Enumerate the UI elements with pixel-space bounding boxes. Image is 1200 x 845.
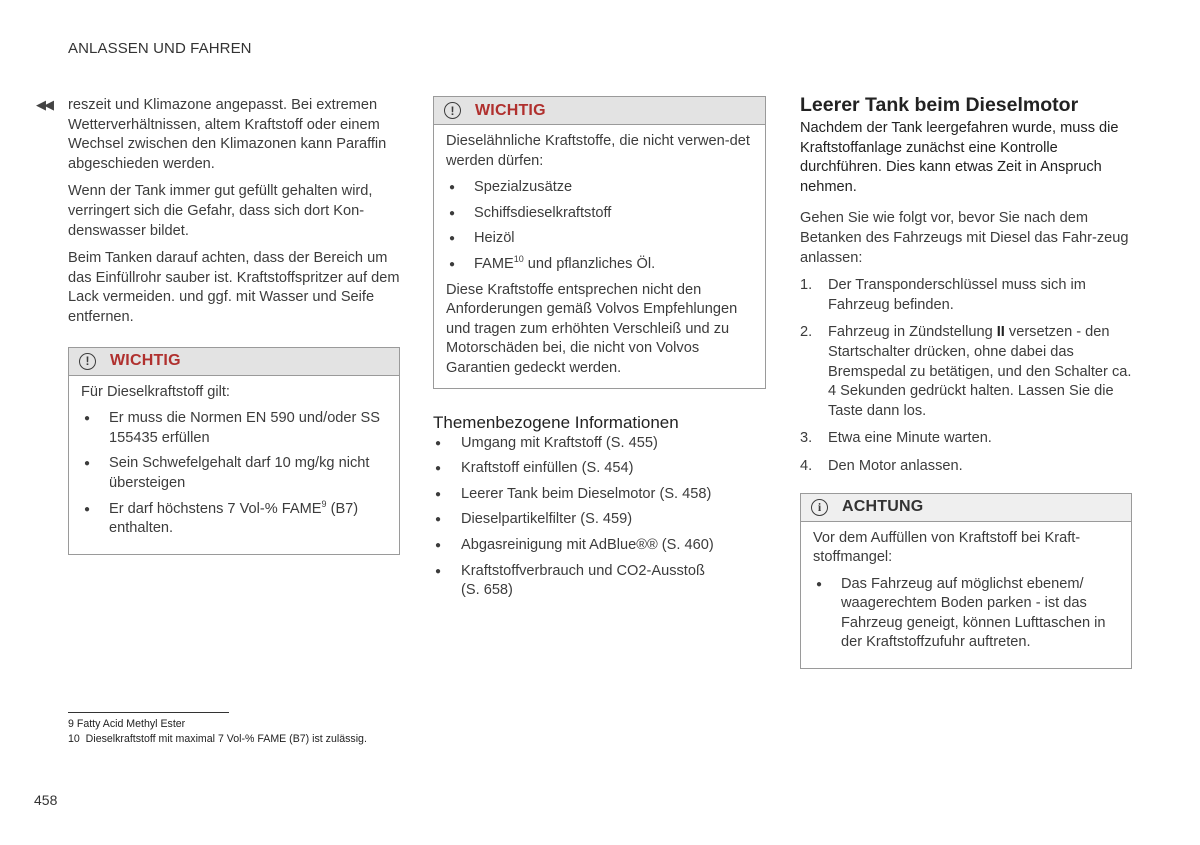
related-links-list [433, 434, 767, 601]
warning-title: WICHTIG [475, 101, 546, 119]
continued-icon: ◀◀ [36, 97, 52, 112]
lead-paragraph: Nachdem der Tank leergefahren wurde, muss die Kraftstoffanlage zunächst eine Kontrolle durchführen. Dies kann etwas Zeit in Anspruch nehmen. [800, 120, 1119, 195]
steps-list [800, 276, 1134, 476]
info-icon: i [811, 499, 828, 516]
exclamation-icon: ! [79, 353, 96, 370]
list-item: ● Sein Schwefelgehalt darf 10 mg/kg nicht übersteigen [81, 454, 388, 493]
exclamation-icon: ! [444, 102, 461, 119]
list-item: ● Das Fahrzeug auf möglichst ebenem/ waagerechtem Boden parken - ist das Fahrzeug geneigt, können Lufttaschen in der Kraftstoffzufuhr auftreten. [813, 575, 1120, 653]
warning-outro: Diese Kraftstoffe entsprechen nicht den Anforderungen gemäß Volvos Empfehlungen und tragen zum erhöhten Verschleiß und zu Motorschäden bei, die nicht von Volvos Garantien gedeckt werden. [446, 281, 738, 376]
left-column [68, 96, 402, 555]
page-number: 458 [34, 792, 58, 808]
paragraph: Beim Tanken darauf achten, dass der Bereich um das Einfüllrohr sauber ist. Kraftstoffspritzer auf dem Lack vermeiden. und ggf. mit Wasser und Seife entfernen. [68, 250, 400, 325]
footnote-separator [68, 712, 229, 713]
warning-box-header [69, 348, 399, 376]
related-link[interactable]: ● Kraftstoffverbrauch und CO2-Ausstoß (S. 658) [433, 562, 721, 601]
related-info-heading: Themenbezogene Informationen [433, 412, 679, 432]
list-item: ● Spezialzusätze [446, 178, 754, 198]
list-item: ● Er darf höchstens 7 Vol-% FAME$^9$ (B7) enthalten. [81, 500, 388, 539]
related-link[interactable]: ● Abgasreinigung mit AdBlue®® (S. 460) [433, 536, 767, 556]
footnote-ref: 9 [321, 498, 327, 509]
step-item: 2. Fahrzeug in Zündstellung II versetzen - den Startschalter drücken, ohne dabei das Bremspedal zu betätigen, und den Schalter ca. 4 Sekunden gedrückt halten. Lassen Sie die Taste dann los. [800, 324, 1132, 419]
middle-column [433, 96, 767, 607]
list-item: ● Schiffsdieselkraftstoff [446, 204, 754, 224]
related-link[interactable]: ● Kraftstoff einfüllen (S. 454) [433, 459, 767, 479]
list-item: ● Er muss die Normen EN 590 und/oder SS 155435 erfüllen [81, 409, 388, 448]
warning-box-fuels [433, 96, 766, 389]
step-item: 1. Der Transponderschlüssel muss sich im Fahrzeug befinden. [800, 277, 1086, 313]
warning-intro: Dieselähnliche Kraftstoffe, die nicht verwen-det werden dürfen: [446, 133, 750, 169]
related-link[interactable]: ● Dieselpartikelfilter (S. 459) [433, 510, 767, 530]
related-link[interactable]: ● Umgang mit Kraftstoff (S. 455) [433, 434, 767, 454]
paragraph: reszeit und Klimazone angepasst. Bei extremen Wetterverhältnissen, altem Kraftstoff oder einem Wechsel zwischen den Klimazonen kann Paraffin abgeschieden werden. [68, 97, 387, 172]
footnote: 10 Dieselkraftstoff mit maximal 7 Vol-% FAME (B7) ist zulässig. [68, 733, 367, 745]
related-link[interactable]: ● Leerer Tank beim Dieselmotor (S. 458) [433, 485, 767, 505]
paragraph: Wenn der Tank immer gut gefüllt gehalten wird, verringert sich die Gefahr, dass sich dort Kon-denswasser bildet. [68, 183, 373, 239]
warning-box-diesel [68, 347, 400, 555]
note-intro: Vor dem Auffüllen von Kraftstoff bei Kraft-stoffmangel: [813, 529, 1081, 566]
section-header: ANLASSEN UND FAHREN [68, 40, 252, 57]
note-title: ACHTUNG [842, 498, 924, 516]
footnote-ref: 10 [513, 254, 524, 265]
step-item: 3. Etwa eine Minute warten. [800, 430, 992, 447]
warning-intro: Für Dieselkraftstoff gilt: [81, 383, 230, 400]
section-title: Leerer Tank beim Dieselmotor [800, 94, 1079, 116]
footnote: 9 Fatty Acid Methyl Ester [68, 718, 186, 730]
right-column [800, 93, 1134, 669]
warning-title: WICHTIG [110, 352, 181, 370]
step-item: 4. Den Motor anlassen. [800, 457, 963, 474]
paragraph: Gehen Sie wie folgt vor, bevor Sie nach dem Betanken des Fahrzeugs mit Diesel das Fahr-zeug anlassen: [800, 210, 1129, 266]
note-box-header [801, 494, 1131, 522]
list-item: ● Heizöl [446, 229, 754, 249]
list-item: ● FAME$^{10}$ und pflanzliches Öl. [446, 255, 754, 275]
warning-box-header [434, 97, 765, 125]
note-box-achtung [800, 493, 1132, 670]
